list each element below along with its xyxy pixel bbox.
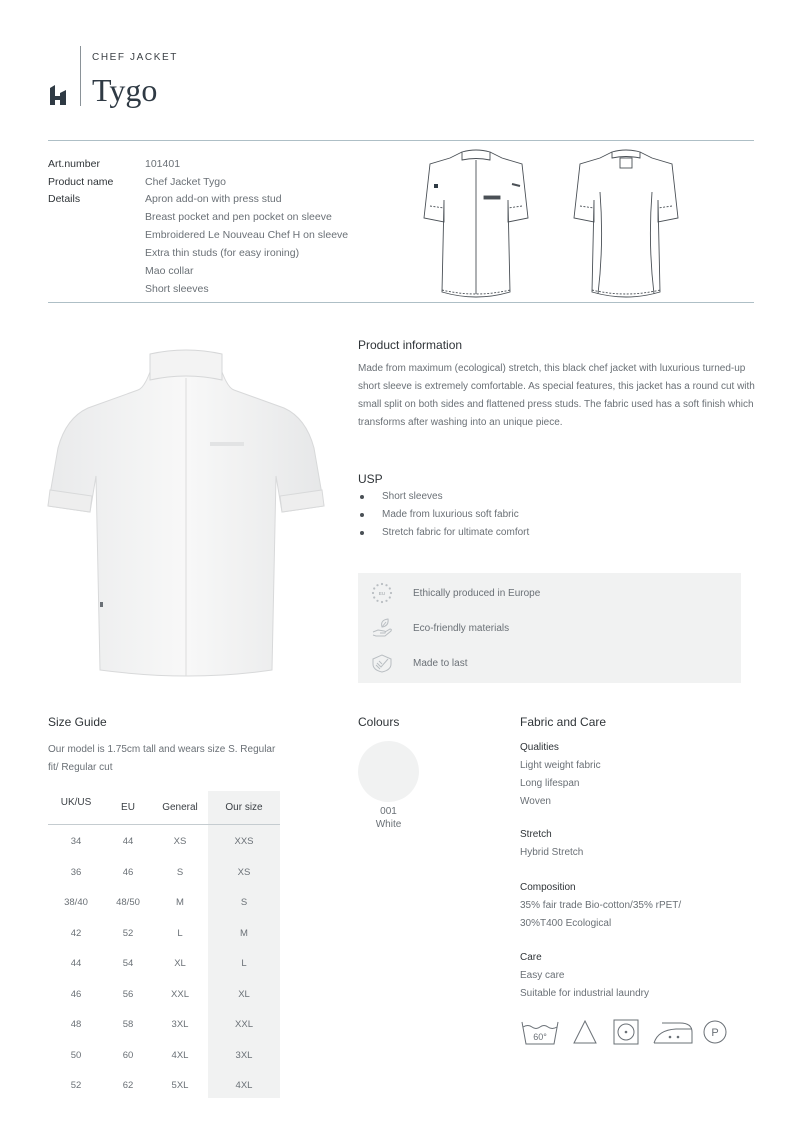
qualities-line: Light weight fabric [520, 760, 601, 771]
checkmark-shield-icon [370, 651, 394, 675]
composition-title: Composition [520, 882, 576, 893]
jacket-back-sketch [570, 144, 682, 300]
wash-60-icon [520, 1018, 560, 1048]
bleach-triangle-icon [572, 1018, 598, 1046]
size-cell: 44 [122, 836, 134, 847]
stretch-title: Stretch [520, 829, 552, 840]
colour-name: White [375, 819, 402, 830]
header-divider [80, 46, 81, 106]
feature-item [358, 646, 741, 681]
qualities-line: Woven [520, 796, 551, 807]
feature-item [358, 576, 741, 611]
qualities-line: Long lifespan [520, 778, 580, 789]
size-col-header: EU [121, 802, 135, 813]
size-cell: XL [174, 958, 186, 969]
size-cell: 3XL [235, 1050, 253, 1061]
spec-detail-item: Short sleeves [145, 283, 209, 295]
wash-temp-label: 60° [533, 1032, 547, 1042]
care-line: Easy care [520, 970, 565, 981]
size-cell: 62 [122, 1080, 134, 1091]
feature-label: Made to last [413, 658, 468, 669]
size-cell: XL [238, 989, 250, 1000]
top-rule [48, 140, 754, 141]
size-cell: M [240, 928, 248, 939]
size-cell: 46 [70, 989, 82, 1000]
spec-bottom-rule [48, 302, 754, 303]
size-cell: 56 [122, 989, 134, 1000]
product-photo [40, 330, 330, 690]
care-title: Care [520, 952, 542, 963]
spec-detail-item: Extra thin studs (for easy ironing) [145, 247, 300, 259]
product-info-heading: Product information [358, 338, 463, 352]
size-table-divider [48, 824, 280, 825]
spec-label: Art.number [48, 158, 100, 170]
size-col-header: General [162, 802, 198, 813]
colour-code: 001 [380, 806, 397, 817]
size-col-header: Our size [225, 802, 263, 813]
size-cell: 54 [122, 958, 134, 969]
size-cell: S [176, 867, 184, 878]
usp-item: Short sleeves [358, 488, 529, 506]
size-cell: L [177, 928, 183, 939]
usp-item: Stretch fabric for ultimate comfort [358, 524, 529, 542]
usp-list [358, 488, 529, 542]
tumble-dry-icon [612, 1018, 640, 1046]
size-cell: 44 [70, 958, 82, 969]
size-cell: 36 [70, 867, 82, 878]
feature-label: Ethically produced in Europe [413, 588, 541, 599]
size-cell: 4XL [235, 1080, 253, 1091]
size-cell: 42 [70, 928, 82, 939]
size-cell: L [241, 958, 247, 969]
product-category: CHEF JACKET [92, 52, 178, 63]
size-cell: 4XL [171, 1050, 189, 1061]
fabric-care-heading: Fabric and Care [520, 715, 607, 729]
size-cell: XXL [235, 1019, 253, 1030]
eu-badge-text: EU [378, 591, 386, 596]
spec-detail-item: Breast pocket and pen pocket on sleeve [145, 211, 332, 223]
size-cell: 52 [122, 928, 134, 939]
usp-heading: USP [358, 472, 383, 486]
colour-label [358, 805, 419, 831]
brand-logo [48, 84, 68, 106]
stretch-line: Hybrid Stretch [520, 847, 584, 858]
spec-value: Chef Jacket Tygo [145, 176, 226, 188]
dry-clean-p-icon [702, 1018, 728, 1046]
dry-clean-label: P [711, 1027, 719, 1039]
hand-leaf-icon [370, 616, 394, 640]
size-col-header: UK/US [60, 797, 92, 808]
size-cell: XS [237, 867, 251, 878]
size-cell: 52 [70, 1080, 82, 1091]
eu-stars-icon [370, 581, 394, 605]
spec-value: 101401 [145, 158, 181, 170]
spec-label: Product name [48, 176, 114, 188]
size-cell: XS [173, 836, 187, 847]
size-cell: 34 [70, 836, 82, 847]
size-cell: M [176, 897, 184, 908]
usp-item: Made from luxurious soft fabric [358, 506, 529, 524]
colour-swatch-white[interactable] [358, 741, 419, 802]
size-guide-heading: Size Guide [48, 715, 107, 729]
feature-label: Eco-friendly materials [413, 623, 510, 634]
size-cell: 48/50 [116, 897, 140, 908]
composition-line: 30%T400 Ecological [520, 918, 612, 929]
size-cell: 58 [122, 1019, 134, 1030]
features-panel [358, 573, 741, 683]
spec-label: Details [48, 193, 81, 205]
iron-two-dots-icon [652, 1018, 694, 1046]
size-cell: 3XL [171, 1019, 189, 1030]
care-line: Suitable for industrial laundry [520, 988, 649, 999]
jacket-front-sketch [420, 144, 532, 300]
spec-detail-item: Embroidered Le Nouveau Chef H on sleeve [145, 229, 349, 241]
size-cell: XXS [234, 836, 254, 847]
size-cell: 46 [122, 867, 134, 878]
size-guide-intro: Our model is 1.75cm tall and wears size S. Regular fit/ Regular cut [48, 744, 276, 773]
product-title: Tygo [92, 72, 158, 108]
size-cell: 50 [70, 1050, 82, 1061]
spec-detail-item: Mao collar [145, 265, 194, 277]
qualities-title: Qualities [520, 742, 559, 753]
product-info-text: Made from maximum (ecological) stretch, this black chef jacket with luxurious turned-up short sleeve is extremely comfortable. As special features, this jacket has a round cut with small split on both sides and flattened press studs. The fabric used has a soft finish which transforms after washing into an unique piece. [358, 363, 755, 428]
colours-heading: Colours [358, 715, 400, 729]
feature-item [358, 611, 741, 646]
composition-line: 35% fair trade Bio-cotton/35% rPET/ [520, 900, 682, 911]
spec-detail-item: Apron add-on with press stud [145, 193, 282, 205]
size-cell: XXL [171, 989, 189, 1000]
size-cell: S [240, 897, 248, 908]
size-cell: 60 [122, 1050, 134, 1061]
size-cell: 48 [70, 1019, 82, 1030]
size-cell: 38/40 [64, 897, 88, 908]
size-cell: 5XL [171, 1080, 189, 1091]
